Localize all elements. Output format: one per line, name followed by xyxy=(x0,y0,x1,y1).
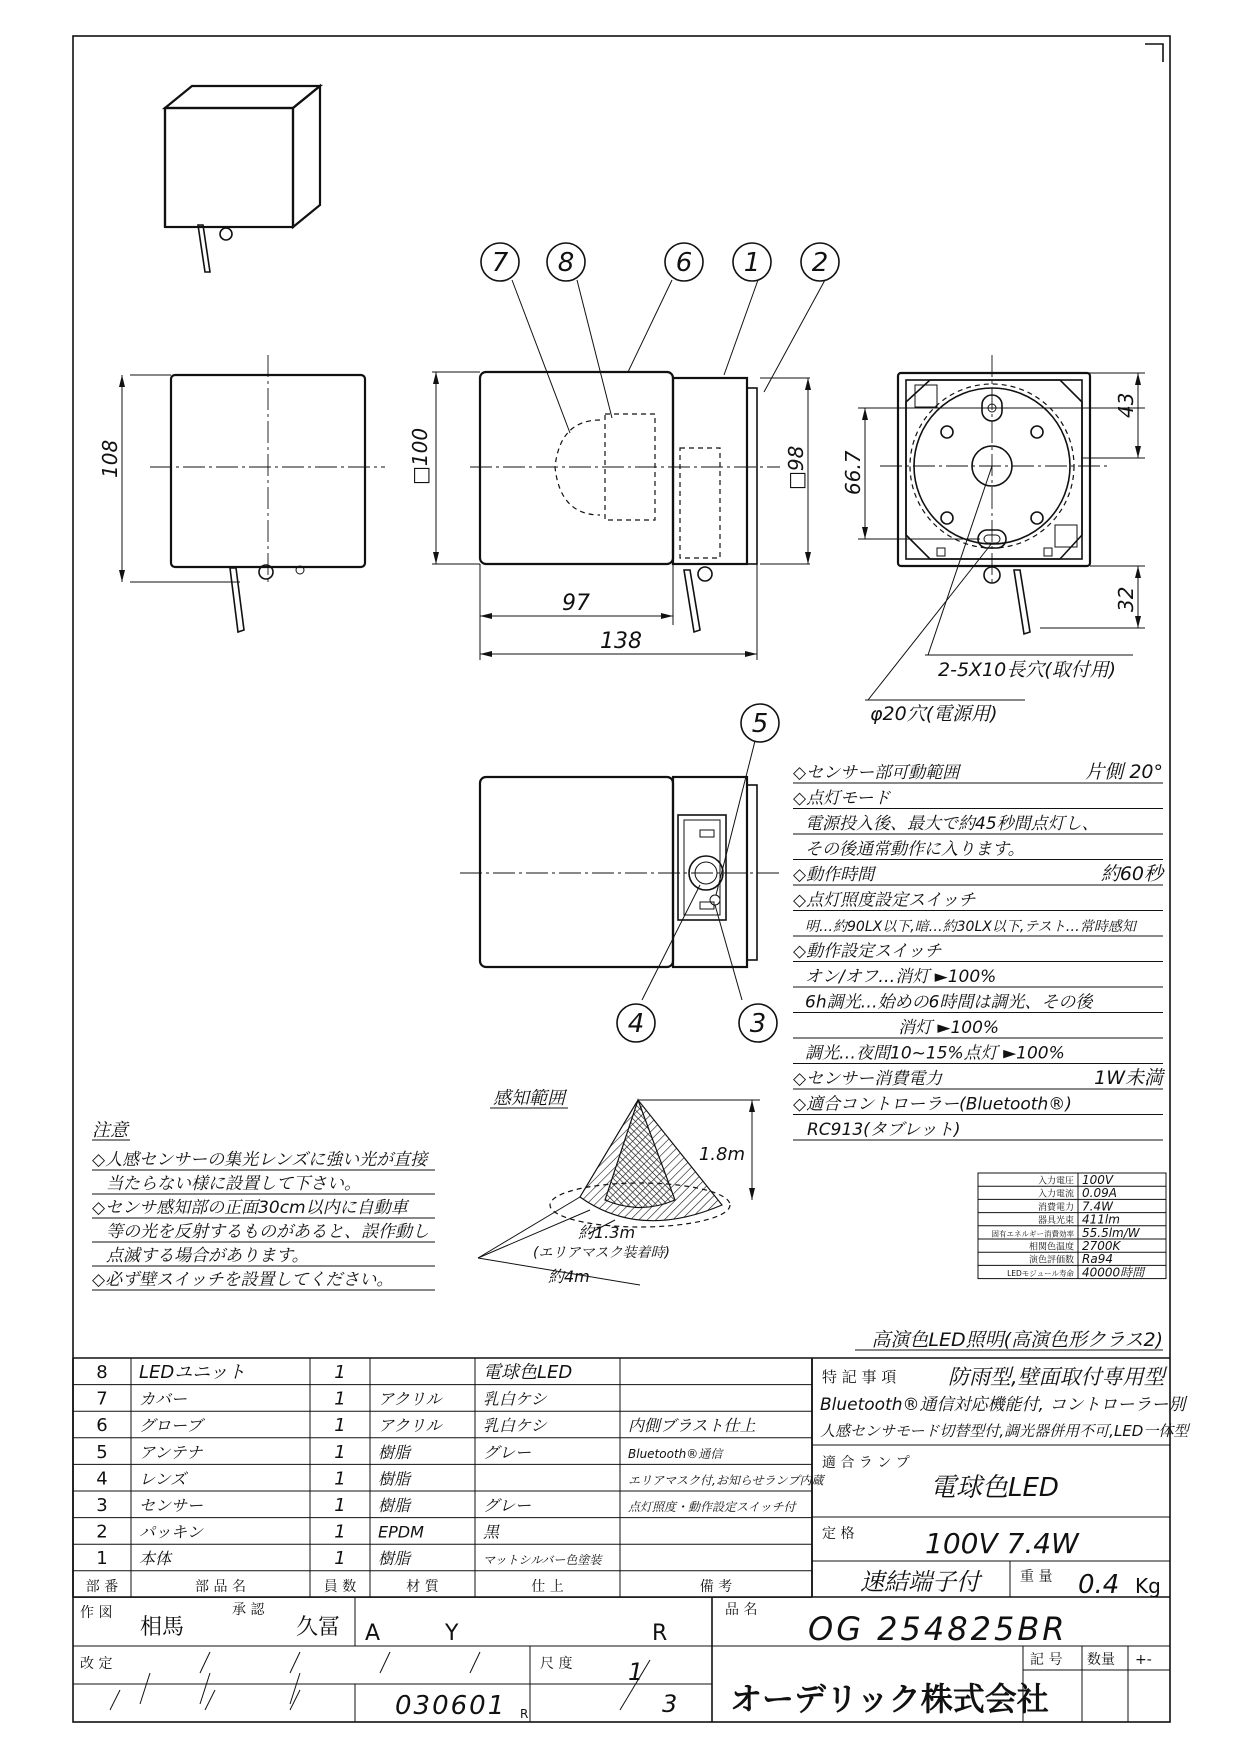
parts-cell-no: 8 xyxy=(96,1362,108,1383)
approved-name: 久冨 xyxy=(296,1615,341,1640)
ratings-table xyxy=(978,1173,1166,1279)
rating-key: 器具光束 xyxy=(1037,1216,1074,1227)
special-line2: Bluetooth®通信対応機能付, コントローラー別 xyxy=(820,1395,1186,1415)
balloon-6: 6 xyxy=(675,248,693,278)
revision-label: 改 定 xyxy=(80,1656,113,1672)
approved-label: 承 認 xyxy=(232,1602,265,1618)
weight-unit: Kg xyxy=(1135,1574,1161,1598)
parts-cell-name: センサー xyxy=(139,1496,204,1515)
rating-key: 入力電圧 xyxy=(1037,1176,1074,1187)
hole-note: φ20穴(電源用) xyxy=(870,703,998,725)
isometric-view xyxy=(165,86,320,272)
rating-value: 7.4W xyxy=(1082,1199,1113,1214)
parts-cell-finish: 電球色LED xyxy=(483,1362,573,1383)
spec-line-label: 電源投入後、最大で約45秒間点灯し、 xyxy=(805,814,1099,834)
terminal-label: 速結端子付 xyxy=(860,1568,980,1596)
parts-cell-no: 1 xyxy=(96,1548,108,1570)
parts-cell-material: アクリル xyxy=(378,1389,442,1409)
parts-cell-material: 樹脂 xyxy=(378,1469,411,1489)
spec-line-label: 6h調光…始めの6時間は調光、その後 xyxy=(805,992,1093,1013)
parts-cell-qty: 1 xyxy=(334,1521,346,1543)
parts-cell-material: アクリル xyxy=(378,1416,442,1436)
note-line: ◇センサ感知部の正面30cm以内に自動車 xyxy=(92,1198,408,1218)
parts-cell-remarks: Bluetooth®通信 xyxy=(628,1446,723,1461)
rating-key: 入力電流 xyxy=(1037,1189,1074,1200)
scale-denominator: 3 xyxy=(662,1690,678,1718)
parts-cell-remarks: 点灯照度・動作設定スイッチ付 xyxy=(628,1500,796,1514)
rating-key: 相関色温度 xyxy=(1028,1242,1074,1253)
parts-cell-no: 5 xyxy=(96,1441,108,1463)
rear-view xyxy=(858,355,1145,700)
sensing-r1: 約1.3m xyxy=(578,1223,636,1242)
rating-value: 55.5lm/W xyxy=(1082,1225,1140,1240)
parts-cell-no: 6 xyxy=(96,1415,108,1437)
grade-y: Y xyxy=(445,1621,459,1646)
side-square-dim: □100 xyxy=(408,427,432,485)
parts-cell-name: パッキン xyxy=(139,1522,203,1542)
parts-cell-remarks: 内側ブラスト仕上 xyxy=(628,1416,756,1436)
drawn-name: 相馬 xyxy=(140,1615,185,1640)
parts-cell-qty: 1 xyxy=(334,1388,346,1410)
balloon-2: 2 xyxy=(811,248,829,278)
parts-cell-no: 4 xyxy=(96,1468,108,1490)
sensing-height: 1.8m xyxy=(698,1144,745,1165)
rating-value: 100V 7.4W xyxy=(925,1527,1079,1560)
rear-43-dim: 43 xyxy=(1114,392,1138,418)
parts-cell-finish: 乳白ケシ xyxy=(483,1389,547,1409)
product-code: OG 254825BR xyxy=(808,1610,1068,1648)
parts-cell-material: 樹脂 xyxy=(378,1442,411,1462)
balloon-5: 5 xyxy=(751,709,769,739)
parts-header-name: 部 品 名 xyxy=(195,1578,246,1595)
balloon-7: 7 xyxy=(491,248,509,278)
plus-minus: +- xyxy=(1135,1652,1152,1668)
notes-lines xyxy=(92,1150,435,1290)
rating-label: 定 格 xyxy=(822,1526,855,1542)
parts-cell-finish: グレー xyxy=(483,1496,532,1515)
spec-line-label: ◇適合コントローラー(Bluetooth®) xyxy=(793,1094,1072,1115)
grade-a: A xyxy=(365,1621,381,1646)
parts-cell-qty: 1 xyxy=(334,1441,346,1463)
spec-line-label: ◇点灯照度設定スイッチ xyxy=(793,890,976,911)
parts-cell-qty: 1 xyxy=(334,1362,346,1383)
sensing-title: 感知範囲 xyxy=(493,1088,565,1109)
spec-list xyxy=(793,761,1167,1140)
rating-value: Ra94 xyxy=(1082,1252,1113,1267)
spec-line-label: ◇センサー部可動範囲 xyxy=(793,763,960,783)
note-line: ◇人感センサーの集光レンズに強い光が直接 xyxy=(92,1150,428,1170)
rating-value: 100V xyxy=(1082,1173,1114,1187)
parts-cell-qty: 1 xyxy=(334,1495,346,1516)
count-label: 数量 xyxy=(1087,1652,1115,1668)
spec-line-label: RC913(タブレット) xyxy=(807,1120,961,1140)
parts-cell-name: 本体 xyxy=(139,1549,172,1569)
rating-key: LEDモジュール寿命 xyxy=(1007,1268,1074,1278)
parts-cell-name: カバー xyxy=(139,1389,188,1409)
rating-value: 411lm xyxy=(1082,1212,1120,1227)
parts-header-finish: 仕 上 xyxy=(531,1578,564,1595)
spec-line-label: ◇動作設定スイッチ xyxy=(793,941,942,962)
parts-cell-remarks: エリアマスク付,お知らせランプ内蔵 xyxy=(628,1473,824,1488)
parts-cell-material: EPDM xyxy=(378,1522,424,1542)
rating-key: 消費電力 xyxy=(1037,1202,1074,1213)
special-line3: 人感センサモード切替型付,調光器併用不可,LED一体型 xyxy=(820,1422,1189,1440)
sheet-border xyxy=(73,36,1170,1722)
base-square-dim: □98 xyxy=(784,445,808,490)
spec-line-label: ◇点灯モード xyxy=(793,788,891,809)
grade-r: R xyxy=(652,1621,668,1646)
parts-cell-finish: グレー xyxy=(483,1442,532,1462)
rear-667-dim: 66.7 xyxy=(841,450,865,495)
lamp-label: 適 合 ラ ン プ xyxy=(822,1455,910,1471)
note-line: 等の光を反射するものがあると、誤作動し xyxy=(106,1222,429,1242)
depth-138-dim: 138 xyxy=(600,629,642,654)
parts-cell-name: グローブ xyxy=(139,1416,203,1436)
rating-key: 固有エネルギー消費効率 xyxy=(991,1229,1074,1239)
parts-cell-material: 樹脂 xyxy=(378,1496,411,1515)
front-view xyxy=(119,355,385,632)
parts-header-no: 部 番 xyxy=(85,1578,119,1595)
rating-value: 40000時間 xyxy=(1082,1265,1145,1280)
parts-cell-material: 樹脂 xyxy=(378,1549,411,1569)
spec-line-value: 約60秒 xyxy=(1100,863,1163,885)
notes-title: 注意 xyxy=(92,1120,128,1141)
company-name: オーデリック株式会社 xyxy=(730,1680,1049,1718)
balloon-1: 1 xyxy=(743,248,761,278)
product-label: 品 名 xyxy=(725,1602,758,1618)
spec-line-label: 明…約90LX以下,暗…約30LX以下,テスト…常時感知 xyxy=(805,919,1136,935)
front-height-dim: 108 xyxy=(98,439,122,478)
spec-line-label: 消灯 ►100% xyxy=(898,1018,1000,1038)
parts-header-remarks: 備 考 xyxy=(699,1578,733,1595)
weight-value: 0.4 xyxy=(1078,1570,1120,1600)
slot-note: 2-5X10長穴(取付用) xyxy=(938,659,1117,681)
scale-numerator: 1 xyxy=(628,1658,644,1686)
special-line1: 防雨型,壁面取付専用型 xyxy=(948,1365,1165,1389)
high-cri-label: 高演色LED照明(高演色形クラス2) xyxy=(871,1329,1163,1351)
spec-line-value: 片側 20° xyxy=(1085,761,1163,783)
parts-cell-no: 3 xyxy=(96,1495,108,1516)
balloon-3: 3 xyxy=(749,1009,767,1039)
spec-line-label: 調光…夜間10~15%点灯 ►100% xyxy=(805,1043,1065,1064)
parts-cell-qty: 1 xyxy=(334,1548,346,1570)
corner-mark xyxy=(1145,44,1163,62)
sensor-view xyxy=(460,741,780,1000)
spec-line-label: オン/オフ…消灯 ►100% xyxy=(805,967,997,987)
scale-label: 尺 度 xyxy=(540,1656,573,1672)
note-line: ◇必ず壁スイッチを設置してください。 xyxy=(92,1270,394,1290)
depth-97-dim: 97 xyxy=(562,591,590,616)
spec-line-label: その後通常動作に入ります。 xyxy=(805,839,1025,860)
drawn-label: 作 図 xyxy=(80,1605,113,1621)
spec-line-label: ◇センサー消費電力 xyxy=(793,1069,943,1089)
rating-value: 0.09A xyxy=(1082,1186,1117,1201)
parts-cell-name: LEDユニット xyxy=(139,1362,246,1383)
parts-cell-no: 7 xyxy=(96,1388,108,1410)
note-line: 点滅する場合があります。 xyxy=(106,1246,309,1266)
parts-header-material: 材 質 xyxy=(406,1578,439,1595)
parts-cell-finish: 乳白ケシ xyxy=(483,1416,547,1436)
parts-cell-qty: 1 xyxy=(334,1468,346,1490)
symbol-label: 記 号 xyxy=(1030,1652,1063,1668)
parts-cell-no: 2 xyxy=(96,1521,108,1543)
lamp-value: 電球色LED xyxy=(930,1473,1059,1503)
spec-line-label: ◇動作時間 xyxy=(793,865,875,885)
rear-32-dim: 32 xyxy=(1114,586,1138,612)
parts-cell-finish: 黒 xyxy=(483,1522,500,1542)
special-label: 特 記 事 項 xyxy=(822,1368,897,1386)
rating-value: 2700K xyxy=(1082,1239,1121,1253)
balloon-8: 8 xyxy=(557,248,575,278)
date-code: 030601 xyxy=(395,1691,507,1721)
note-line: 当たらない様に設置して下さい。 xyxy=(106,1174,361,1194)
sensing-mask: (エリアマスク装着時) xyxy=(533,1245,670,1261)
weight-label: 重 量 xyxy=(1020,1569,1053,1585)
balloon-group-top xyxy=(481,243,839,281)
sensing-r2: 約4m xyxy=(548,1267,590,1286)
date-suffix: R xyxy=(520,1707,529,1721)
parts-cell-qty: 1 xyxy=(334,1415,346,1437)
spec-line-value: 1W未満 xyxy=(1094,1067,1163,1089)
balloon-4: 4 xyxy=(627,1009,645,1039)
side-view xyxy=(432,280,825,660)
parts-cell-finish: マットシルバー色塗装 xyxy=(483,1553,602,1568)
parts-cell-name: レンズ xyxy=(139,1469,187,1489)
parts-header-qty: 員 数 xyxy=(323,1578,357,1595)
parts-cell-name: アンテナ xyxy=(139,1442,203,1462)
rating-key: 演色評価数 xyxy=(1028,1255,1074,1266)
